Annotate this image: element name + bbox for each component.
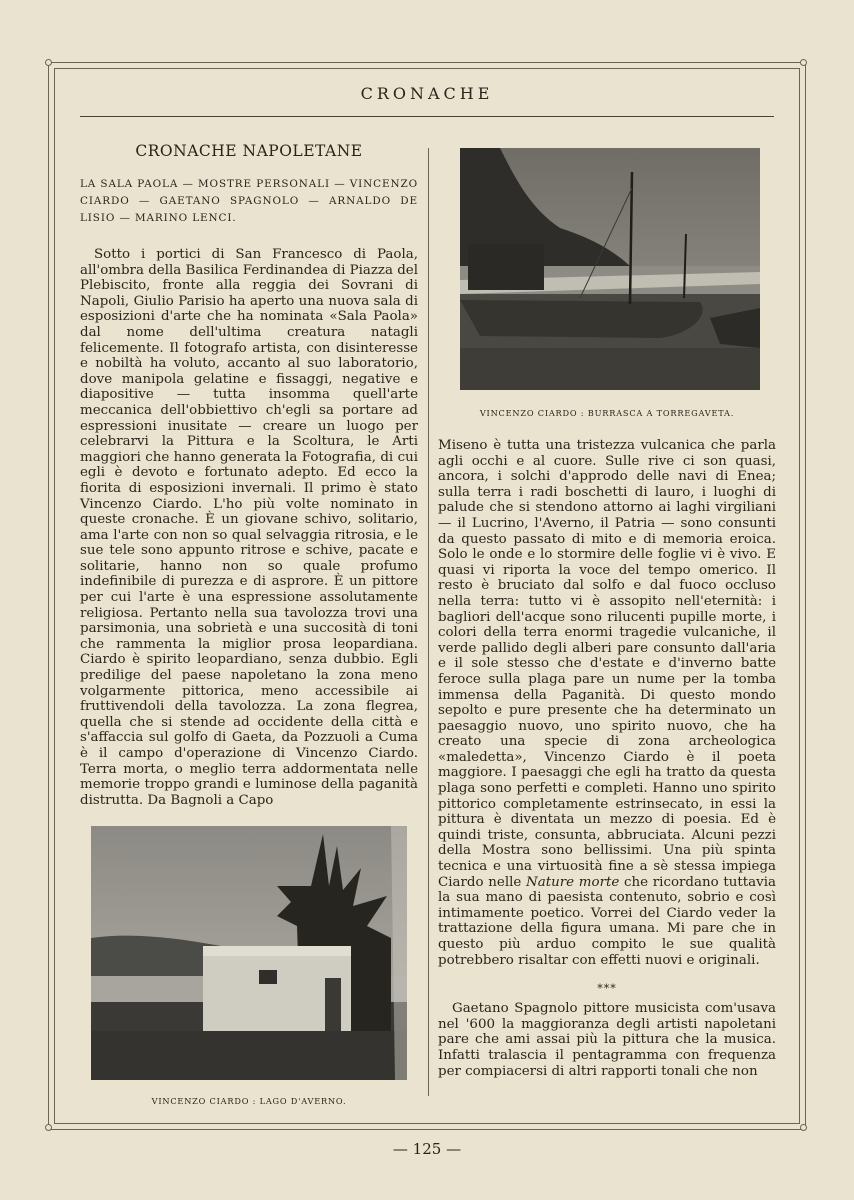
frame-corner-ornament [45, 1124, 52, 1131]
article-title: CRONACHE NAPOLETANE [135, 142, 363, 160]
article-body-left: Sotto i portici di San Francesco di Paola, all'ombra della Basilica Ferdinandea di Piazza del Plebiscito, fronte alla reggia dei Sovrani di Napoli, Giulio Parisio ha aperto una nuova sala di esposizioni d'arte che ha nominata «Sala Paola» dal nome dell'ultima creatura natagli felicemente. Il fotografo artista, con disinteresse e nobiltà ha voluto, accanto al suo laboratorio, dove manipola gelatine e fissaggi, negative e diapositive — tutta insomma quell'arte meccanica dell'obbiettivo ch'egli sa portare ad espressioni inusitate — creare un luogo per celebrarvi la Pittura e la Scoltura, le Arti maggiori che hanno generata la Fotografia, di cui egli è devoto e fortunato adepto. Ed ecco la fiorita di esposizioni invernali. Il primo è stato Vincenzo Ciardo. L'ho più volte nominato in queste cronache. È un giovane schivo, solitario, ama l'arte con non so qual selvaggia ritrosia, e le sue tele sono appunto ritrose e schive, pacate e solitarie, hanno non so quale profumo indefinibile di purezza e di asprore. È un pittore per cui l'arte è una espressione assolutamente religiosa. Pertanto nella sua tavolozza trovi una parsimonia, una sobrietà e una succosità di toni che rammenta la miglior prosa leopardiana. Ciardo è spirito leopardiano, senza dubbio. Egli predilige del paese napoletano la zona meno volgarmente pittorica, meno accessibile ai fruttivendoli della tavolozza. La zona flegrea, quella che si stende ad occidente della città e s'affaccia sul golfo di Gaeta, da Pozzuoli a Cuma è il campo d'operazione di Vincenzo Ciardo. Terra morta, o meglio terra addormentata nelle memorie troppo grandi e luminose della paganità distrutta. Da Bagnoli a Capo [80, 247, 419, 808]
frame-corner-ornament [800, 1124, 807, 1131]
article-subtitle: LA SALA PAOLA — MOSTRE PERSONALI — VINCENZO CIARDO — GAETANO SPAGNOLO — ARNALDO DE LISIO — MARINO LENCI. [80, 178, 418, 224]
header-rule [80, 116, 774, 117]
caption-lago-d-averno: VINCENZO CIARDO : LAGO D'AVERNO. [151, 1096, 347, 1107]
frame-corner-ornament [45, 59, 52, 66]
left-column [80, 142, 418, 1106]
frame-corner-ornament [800, 59, 807, 66]
right-column [438, 148, 776, 1079]
painting-burrasca-a-torregaveta [460, 148, 760, 390]
page-number: — 125 — [392, 1140, 462, 1158]
section-header: CRONACHE [360, 84, 494, 103]
painting-lago-d-averno [91, 826, 407, 1080]
section-separator: *** [597, 982, 617, 996]
caption-burrasca-a-torregaveta: VINCENZO CIARDO : BURRASCA A TORREGAVETA. [479, 408, 735, 418]
column-divider [428, 148, 429, 1096]
body-right-text-end: che ricordano tuttavia la sua mano di paesista contenuto, sobrio e così intimamente poetico. Vorrei del Ciardo veder la trattazione della figura umana. Mi pare che in questo più arduo compito le sue qualità potrebbero risaltar con effetti nuovi e originali. [438, 874, 776, 968]
article-body-final: Gaetano Spagnolo pittore musicista com'usava nel '600 la maggioranza degli artisti napoletani pare che ami assai più la pittura che la musica. Infatti tralascia il pentagramma con frequenza per compiacersi di altri rapporti tonali che non [438, 1001, 776, 1079]
article-body-right [438, 438, 776, 968]
italic-title-nature-morte: Nature morte [526, 874, 620, 890]
body-right-text: Miseno è tutta una tristezza vulcanica che parla agli occhi e al cuore. Sulle rive ci son quasi, ancora, i solchi d'approdo delle navi di Enea; sulla terra i radi boschetti di lauro, i luoghi di palude che si stendono attorno ai laghi virgiliani — il Lucrino, l'Averno, il Patria — sono consunti da questo passato di mito e di memoria eroica. Solo le onde e lo stormire delle foglie vi è vivo. E quasi vi riporta la voce del tempo omerico. Il resto è bruciato dal solfo e dal fuoco occluso nella terra: tutto vi è assopito nell'eternità: i bagliori dell'acque sono rilucenti pupille morte, i colori della terra enormi tragedie vulcaniche, il verde pallido degli alberi pare consunto dall'aria e il sole stesso che d'estate e d'inverno batte feroce sulla plaga pare un nume per la tomba immensa della Paganità. Di questo mondo sepolto e pure presente che ha determinato un paesaggio nuovo, uno spirito nuovo, che ha creato una specie di zona archeologica «maledetta», Vincenzo Ciardo è il poeta maggiore. I paesaggi che egli ha tratto da questa plaga sono perfetti e completi. Hanno uno spirito pittorico completamente estrinsecato, in essi la pittura è diventata un mezzo di poesia. Ed è quindi triste, consunta, abbruciata. Alcuni pezzi della Mostra sono bellissimi. Una più spinta tecnica e una virtuosità fine a sè stessa impiega Ciardo nelle [438, 438, 776, 890]
